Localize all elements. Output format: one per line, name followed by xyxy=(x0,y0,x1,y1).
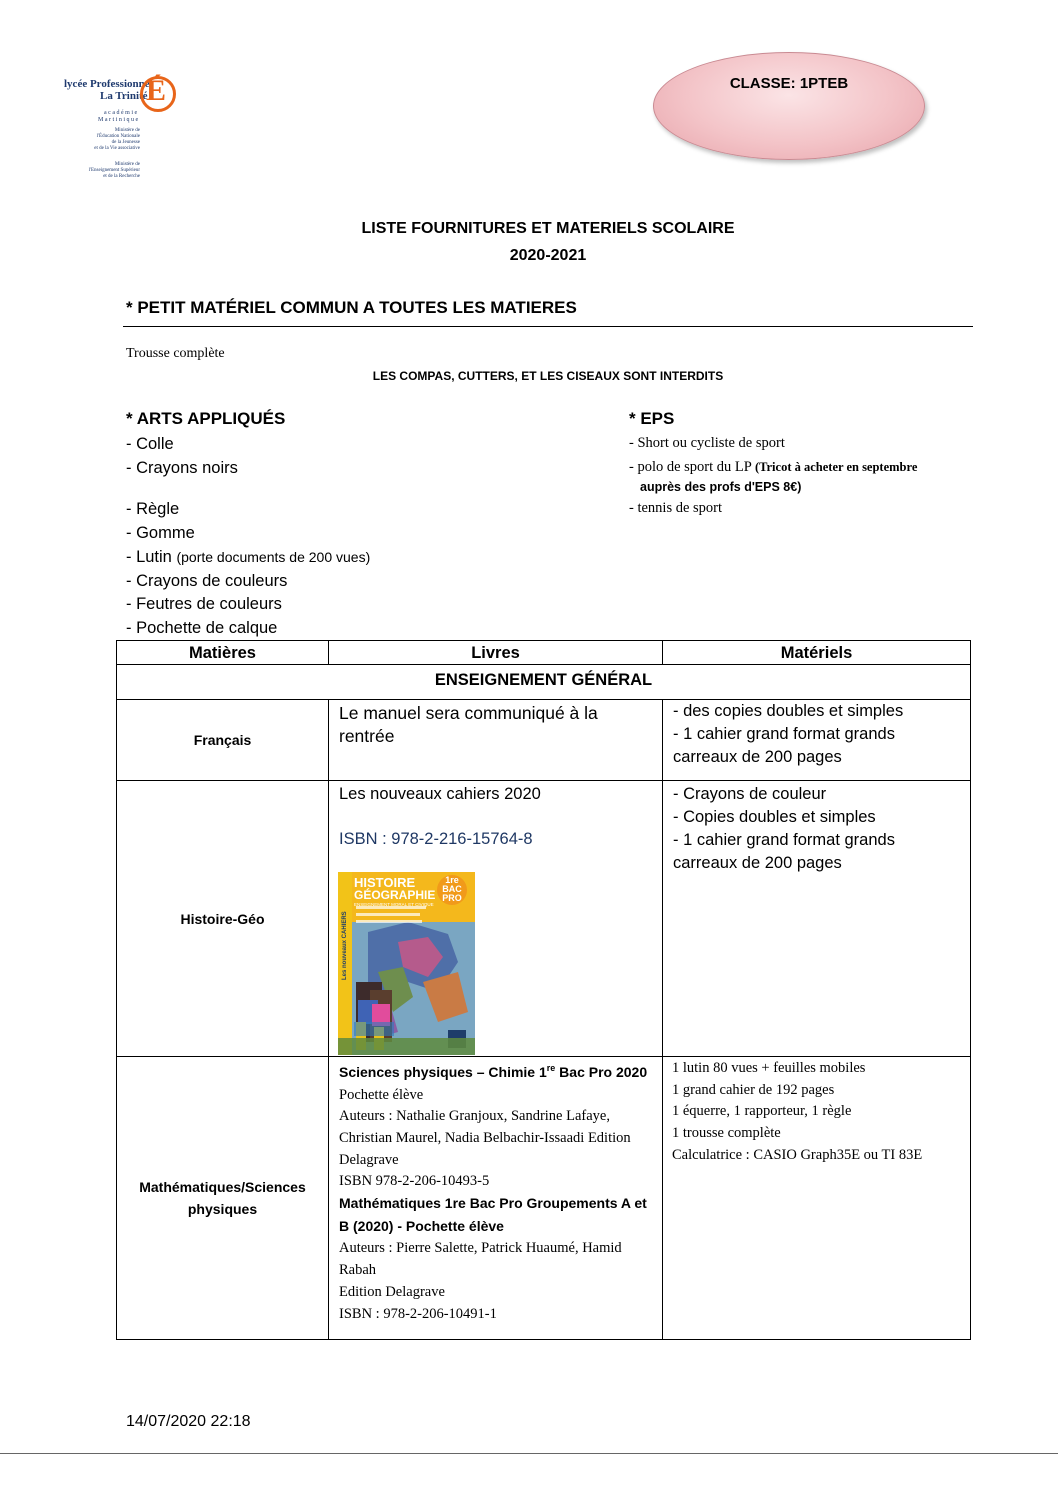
forbidden-notice: LES COMPAS, CUTTERS, ET LES CISEAUX SONT INTERDITS xyxy=(372,369,724,383)
book-cover-image xyxy=(338,872,475,1055)
class-label: CLASSE: 1PTEB xyxy=(729,75,849,92)
cover-badge: 1re BAC PRO xyxy=(442,875,462,903)
table-header-subjects: Matières xyxy=(116,640,329,665)
arts-item: - Feutres de couleurs xyxy=(126,595,282,613)
trousse-text: Trousse complète xyxy=(126,346,225,361)
eps-item: - tennis de sport xyxy=(629,500,723,516)
arts-item-lutin: - Lutin (porte documents de 200 vues) xyxy=(126,548,371,566)
logo-name-line2: La Trinité xyxy=(100,90,148,102)
class-oval xyxy=(653,52,925,160)
arts-item: - Crayons noirs xyxy=(126,459,238,477)
book-maths: Sciences physiques – Chimie 1re Bac Pro 2020 Pochette élève Auteurs : Nathalie Granjoux, Sandrine Lafaye, Christian Maurel, Nadia Belbachir-Issaadi Edition Delagrave ISBN 978-2-206-10493-5 Mathématiques 1re Bac Pro Groupements A et B (2020) - Pochette élève Auteurs : Pierre Salette, Patrick Huaumé, Hamid Rabah Edition Delagrave ISBN : 978-2-206-10491-1 xyxy=(328,1056,663,1340)
logo-ministry-1: Ministère de l'Éducation Nationale de la Jeunesse et de la Vie associative xyxy=(94,128,140,151)
logo-region: M a r t i n i q u e xyxy=(98,117,139,123)
book1-title: Sciences physiques – Chimie 1re Bac Pro 2020 xyxy=(339,1063,648,1080)
cover-side-label: Les nouveaux CAHIERS xyxy=(342,911,348,980)
logo-letter: É xyxy=(146,74,167,107)
school-logo xyxy=(62,70,182,190)
cover-title-2: GÉOGRAPHIE xyxy=(354,888,436,902)
eps-heading: * EPS xyxy=(629,409,675,428)
school-year: 2020-2021 xyxy=(509,247,587,264)
table-section-row: ENSEIGNEMENT GÉNÉRAL xyxy=(116,664,971,700)
footer-rule xyxy=(0,1453,1058,1454)
arts-item: - Règle xyxy=(126,500,180,518)
arts-item: - Pochette de calque xyxy=(126,619,278,637)
book-francais: Le manuel sera communiqué à la rentrée xyxy=(328,699,663,781)
materials-maths: 1 lutin 80 vues + feuilles mobiles 1 grand cahier de 192 pages 1 équerre, 1 rapporteur, 1 règle 1 trousse complète Calculatrice : CASIO Graph35E ou TI 83E xyxy=(662,1056,971,1340)
subject-francais: Français xyxy=(116,699,329,781)
book2-title: Mathématiques 1re Bac Pro Groupements A et B (2020) - Pochette élève xyxy=(339,1195,647,1234)
isbn-histoire: ISBN : 978-2-216-15764-8 xyxy=(339,830,533,848)
logo-academie: a c a d é m i e xyxy=(104,110,138,116)
arts-item: - Gomme xyxy=(126,524,195,542)
materials-francais: - des copies doubles et simples - 1 cahier grand format grands carreaux de 200 pages xyxy=(662,699,971,781)
subject-maths: Mathématiques/Sciences physiques xyxy=(116,1056,329,1340)
common-heading: * PETIT MATÉRIEL COMMUN A TOUTES LES MATIERES xyxy=(126,298,577,317)
eps-item-polo-note: auprès des profs d'EPS 8€) xyxy=(640,480,802,494)
materials-histoire: - Crayons de couleur - Copies doubles et simples - 1 cahier grand format grands carreaux de 200 pages xyxy=(662,780,971,1057)
book-histoire: Les nouveaux cahiers 2020 ISBN : 978-2-216-15764-8 xyxy=(328,780,663,1057)
cover-title-1: HISTOIRE xyxy=(354,875,416,890)
subject-histoire: Histoire-Géo xyxy=(116,780,329,1057)
eps-item-polo: - polo de sport du LP (Tricot à acheter en septembre xyxy=(629,459,918,475)
arts-heading: * ARTS APPLIQUÉS xyxy=(126,409,286,428)
eps-item: - Short ou cycliste de sport xyxy=(629,435,785,451)
page-title: LISTE FOURNITURES ET MATERIELS SCOLAIRE xyxy=(361,220,735,237)
table-header-materials: Matériels xyxy=(662,640,971,665)
logo-name-line1: lycée Professionnel xyxy=(64,78,153,90)
arts-item: - Crayons de couleurs xyxy=(126,572,288,590)
arts-item: - Colle xyxy=(126,435,174,453)
table-header-books: Livres xyxy=(328,640,663,665)
footer-timestamp: 14/07/2020 22:18 xyxy=(126,1413,251,1430)
common-heading-rule xyxy=(123,326,973,327)
cover-subtitle: ENSEIGNEMENT MORAL ET CIVIQUE xyxy=(354,902,434,907)
logo-ministry-2: Ministère de l'Enseignement Supérieur et de la Recherche xyxy=(88,162,140,179)
